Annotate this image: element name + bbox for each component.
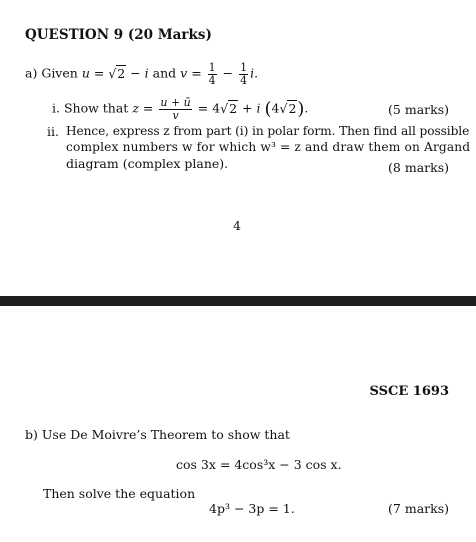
question-title: QUESTION 9 (20 Marks) xyxy=(25,27,212,43)
rhs-lead: = 4 xyxy=(197,100,221,116)
sub-question-i: i. Show that z = $\frac{u + ū}{v}$ = 4√2 + i (4√2). xyxy=(52,96,309,122)
rhs-inner-sqrt-radicand: 2 xyxy=(288,100,297,116)
sub-ii-line-1: Hence, express z from part (i) in polar form. Then find all possible xyxy=(66,124,470,138)
sub-i-marks: (5 marks) xyxy=(388,102,449,117)
equals-sign: = xyxy=(93,65,105,81)
part-b-intro-text: Use De Moivre’s Theorem to show that xyxy=(41,427,290,442)
rhs-end: . xyxy=(304,100,309,116)
part-a-label: a) xyxy=(25,65,38,81)
minus-sign: − xyxy=(222,65,234,81)
u-variable: u xyxy=(81,65,90,81)
rhs-sqrt: √2 xyxy=(220,100,238,116)
page-number: 4 xyxy=(233,218,241,233)
rhs-sqrt-radicand: 2 xyxy=(229,100,238,116)
equals-sign-2: = xyxy=(191,65,202,81)
z-variable: z xyxy=(132,100,139,116)
fraction-u-plus-ubar-over-v xyxy=(159,97,191,121)
and-text: and xyxy=(152,65,177,81)
fraction-1-numerator: 1 xyxy=(208,61,216,74)
show-that-text: Show that xyxy=(63,100,129,116)
v-variable: v xyxy=(180,65,188,81)
sub-ii-marks: (8 marks) xyxy=(388,160,449,175)
sub-ii-label: ii. xyxy=(47,124,59,139)
course-code: SSCE 1693 xyxy=(369,384,449,399)
rhs-mid: + i xyxy=(238,100,261,116)
equals-sign-3: = xyxy=(142,100,154,116)
fraction-2 xyxy=(239,62,248,86)
part-a-given-line xyxy=(25,62,258,86)
sub-ii-line-3: diagram (complex plane). xyxy=(66,156,229,171)
rhs-inner-sqrt: √2 xyxy=(279,100,297,116)
then-solve-text: Then solve the equation xyxy=(43,486,196,501)
given-text: Given xyxy=(41,65,78,81)
rhs-inner-lead: 4 xyxy=(271,100,280,116)
page-break-divider xyxy=(0,296,476,306)
fraction-1 xyxy=(208,62,217,86)
u-rest: − i xyxy=(126,65,149,81)
part-b-intro xyxy=(25,427,290,442)
cubic-equation: 4p³ − 3p = 1. xyxy=(209,501,295,516)
sqrt-radicand: 2 xyxy=(117,65,126,81)
fraction-1-denominator: 4 xyxy=(208,73,216,87)
trig-identity: cos 3x = 4cos³x − 3 cos x. xyxy=(176,457,342,472)
sqrt-expression: √2 xyxy=(108,65,126,81)
fraction-2-numerator: 1 xyxy=(240,61,248,74)
sub-ii-line-2: complex numbers w for which w³ = z and draw them on Argand xyxy=(66,140,471,154)
fraction-denominator: v xyxy=(159,109,191,122)
fraction-numerator: u + ū xyxy=(160,96,191,109)
part-b-label: b) xyxy=(25,427,38,442)
sub-i-label: i. xyxy=(52,100,60,116)
part-b-marks: (7 marks) xyxy=(388,501,449,516)
v-tail: i. xyxy=(250,65,259,81)
fraction-2-denominator: 4 xyxy=(240,73,248,87)
